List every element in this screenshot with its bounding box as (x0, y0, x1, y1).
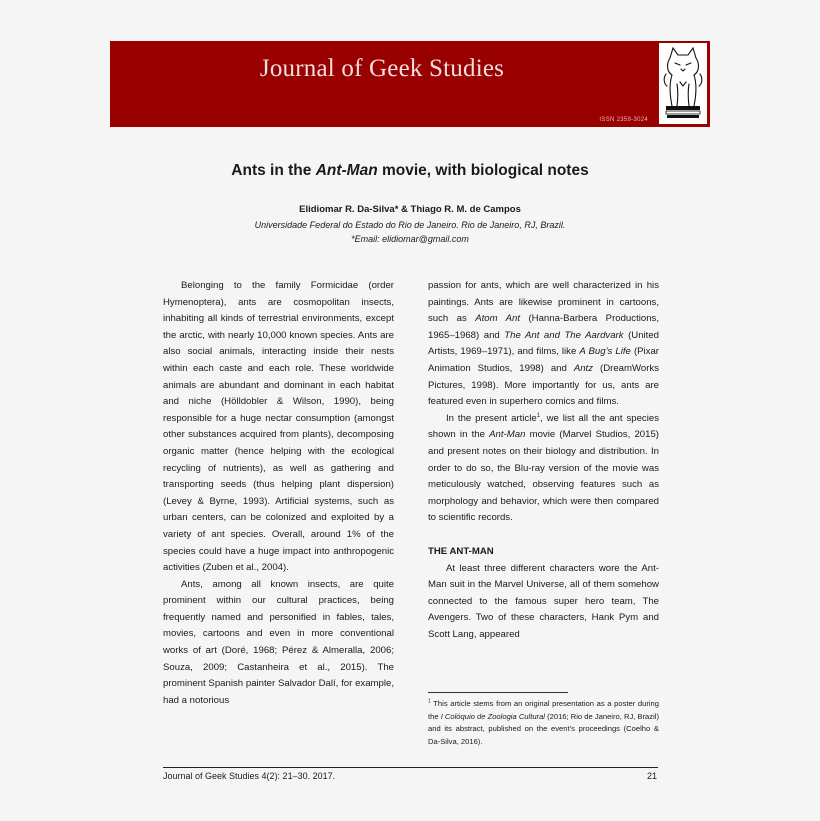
paragraph: passion for ants, which are well characterized in his paintings. Ants are likewise prominent in cartoons, such as Atom Ant (Hanna-Barbera Productions, 1965–1968) and The Ant and The Aardvark (United Artists, 1969–1971), and films, like A Bug’s Life (Pixar Animation Studios, 1998) and Antz (DreamWorks Pictures, 1998). More importantly for us, ants are featured even in superhero comics and films. (428, 280, 660, 408)
paragraph: Ants, among all known insects, are quite prominent within our cultural practices, being frequently named and personified in fables, tales, movies, cartoons and even in more conventional works of art (Doré, 1968; Pérez & Almeralla, 2006; Souza, 2009; Castanheira et al., 2015). The prominent Spanish painter Salvador Dalí, for example, had a notorious (163, 578, 394, 706)
journal-name: Journal of Geek Studies (259, 55, 505, 82)
journal-banner (110, 41, 710, 127)
footnote: $^1$ This article stems from an original presentation as a poster during the I Colóquio de Zoologia Cultural (2016; Rio de Janeiro, RJ, Brazil) and its abstract, published on the event’s proceedings (Coelho & Da-Silva, 2016). (428, 698, 659, 746)
author-email: *Email: elidiomar@gmail.com (351, 234, 469, 244)
footnote-divider (428, 692, 568, 693)
cat-on-books-icon (659, 43, 707, 124)
article-title: Ants in the Ant-Man movie, with biological notes (231, 162, 589, 179)
footer-citation: Journal of Geek Studies 4(2): 21–30. 2017. (163, 771, 336, 781)
paragraph: At least three different characters wore the Ant-Man suit in the Marvel Universe, all of them somehow connected to the famous super hero team, The Avengers. Two of these characters, Hank Pym and Scott Lang, appeared (428, 562, 659, 640)
footer-divider (163, 767, 658, 768)
paragraph: Belonging to the family Formicidae (order Hymenoptera), ants are cosmopolitan insects, inhabiting all kinds of terrestrial environments, except the arctic, with nearly 10,000 known species. Ants are also social animals, interacting inside their nests within each caste and each role. These worldwide animals are abundant and dominant in each habitat and niche (Hölldobler & Wilson, 1990), being responsible for a huge nectar consumption (amongst other substances acquired from plants), decomposing organic matter (hence helping with the ecological recycling of nutrients), as well as gathering and transporting seeds (thus helping plant dispersion) (Levey & Byrne, 1993). Artificial systems, such as urban centers, can be colonized and exploited by a variety of ant species. Overall, around 1% of the species could have a huge impact into anthropogenic activities (Zuben et al., 2004). (163, 280, 394, 574)
paragraph: In the present article$^1$, we list all the ant species shown in the Ant-Man movie (Marvel Studios, 2015) and present notes on their biology and distribution. In order to do so, the Blu-ray version of the movie was meticulously watched, observing features such as morphology and behavior, which were then compared to scientific records. (428, 412, 659, 524)
issn-label: ISSN 2359-3024 (599, 117, 648, 123)
right-column (428, 278, 659, 643)
page-number: 21 (646, 771, 657, 781)
author-affiliation: Universidade Federal do Estado do Rio de Janeiro. Rio de Janeiro, RJ, Brazil. (254, 220, 566, 230)
section-heading: THE ANT-MAN (428, 545, 494, 557)
footnote-marker[interactable]: 1 (536, 412, 541, 419)
left-column (163, 278, 394, 709)
article-authors: Elidiomar R. Da-Silva* & Thiago R. M. de Campos (299, 204, 521, 215)
